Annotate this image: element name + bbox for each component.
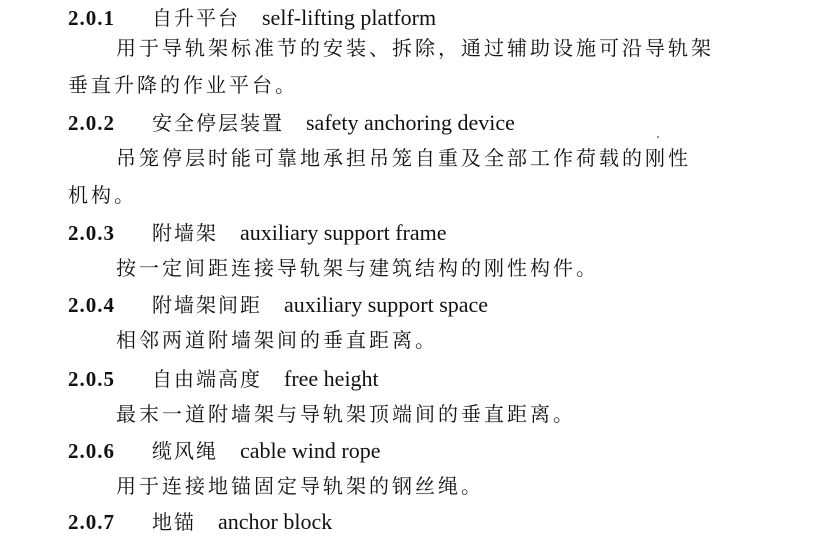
term-definition-line: 最末一道附墙架与导轨架顶端间的垂直距离。	[116, 402, 576, 426]
term-heading	[68, 507, 332, 537]
term-heading	[68, 218, 447, 248]
term-number: 2.0.5	[68, 367, 115, 391]
term-chinese: 地锚	[152, 510, 196, 534]
term-english: safety anchoring device	[306, 110, 515, 135]
term-heading	[68, 436, 381, 466]
term-english: auxiliary support frame	[240, 220, 447, 245]
term-english: anchor block	[218, 509, 333, 534]
term-english: free height	[284, 366, 379, 391]
term-chinese: 自由端高度	[152, 367, 262, 391]
term-definition-line: 按一定间距连接导轨架与建筑结构的刚性构件。	[116, 256, 599, 280]
term-number: 2.0.1	[68, 6, 115, 30]
term-chinese: 附墙架	[152, 221, 218, 245]
term-number: 2.0.6	[68, 439, 115, 463]
term-definition-line: 吊笼停层时能可靠地承担吊笼自重及全部工作荷载的刚性	[116, 146, 691, 170]
term-english: cable wind rope	[240, 438, 381, 463]
term-chinese: 附墙架间距	[152, 293, 262, 317]
term-definition-line: 相邻两道附墙架间的垂直距离。	[116, 328, 438, 352]
term-heading	[68, 364, 379, 394]
term-heading	[68, 3, 436, 33]
term-number: 2.0.4	[68, 293, 115, 317]
term-number: 2.0.3	[68, 221, 115, 245]
term-definition-line: 垂直升降的作业平台。	[68, 73, 298, 97]
term-heading	[68, 108, 515, 138]
term-number: 2.0.2	[68, 111, 115, 135]
term-definition-line: 用于连接地锚固定导轨架的钢丝绳。	[116, 474, 484, 498]
term-chinese: 安全停层装置	[152, 111, 284, 135]
scan-speck	[657, 136, 659, 138]
term-heading	[68, 290, 488, 320]
term-chinese: 缆风绳	[152, 439, 218, 463]
term-chinese: 自升平台	[152, 6, 240, 30]
term-english: auxiliary support space	[284, 292, 489, 317]
term-definition-line: 用于导轨架标准节的安装、拆除，通过辅助设施可沿导轨架	[116, 36, 714, 60]
term-english: self-lifting platform	[262, 5, 437, 30]
term-definition-line: 机构。	[68, 183, 137, 207]
term-number: 2.0.7	[68, 510, 115, 534]
